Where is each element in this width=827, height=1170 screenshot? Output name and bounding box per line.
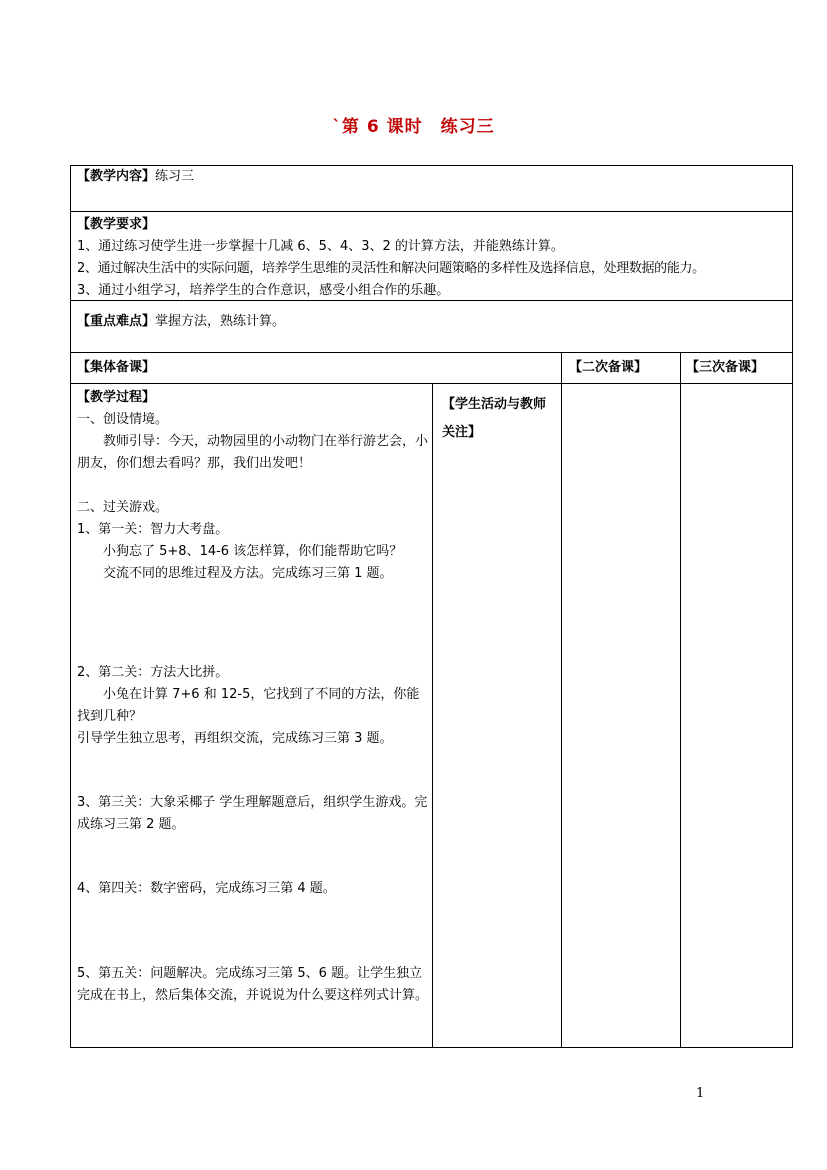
level-5-text: 5、第五关：问题解决。完成练习三第 5、6 题。让学生独立完成在书上，然后集体交流，并说说为什么要这样列式计算。 [77, 966, 429, 1003]
page-title: `第 6 课时 练习三 [332, 117, 495, 137]
section-2-title: 二、过关游戏。 [77, 500, 169, 515]
spacer [77, 750, 429, 772]
level-2-text: 引导学生独立思考，再组织交流，完成练习三第 3 题。 [77, 731, 393, 746]
level-2-text: 小兔在计算 7+6 和 12-5，它找到了不同的方法，你能找到几种？ [77, 687, 420, 724]
process-cell [77, 387, 429, 1007]
spacer [77, 772, 429, 792]
level-1-text: 交流不同的思维过程及方法。完成练习三第 1 题。 [103, 566, 393, 581]
lesson-plan-table [70, 165, 793, 1048]
level-1-text: 小狗忘了 5+8、14-6 该怎样算，你们能帮助它吗？ [103, 544, 403, 559]
level-2-title: 2、第二关：方法大比拼。 [77, 665, 229, 680]
content-value: 练习三 [155, 169, 195, 184]
spacer [77, 900, 429, 922]
requirement-item: 2、通过解决生活中的实际问题，培养学生思维的灵活性和解决问题策略的多样性及选择信息，处理数据的能力。 [77, 261, 705, 276]
content-label: 【教学内容】 [77, 169, 156, 184]
border-left [70, 165, 71, 1048]
border-col-third [680, 352, 681, 1048]
spacer [77, 858, 429, 878]
spacer [77, 607, 429, 629]
level-4-text: 4、第四关：数字密码，完成练习三第 4 题。 [77, 881, 336, 896]
level-1-title: 1、第一关：智力大考盘。 [77, 522, 229, 537]
border-col-second [561, 352, 562, 1048]
requirements-heading: 【教学要求】 [77, 217, 156, 232]
spacer [77, 836, 429, 858]
requirement-item: 3、通过小组学习，培养学生的合作意识，感受小组合作的乐趣。 [77, 283, 450, 298]
spacer [77, 585, 429, 607]
notes-cell [442, 391, 556, 447]
content-line [77, 166, 785, 188]
section-1-text: 教师引导：今天，动物园里的小动物门在举行游艺会，小朋友，你们想去看吗？那，我们出发吧！ [77, 434, 429, 471]
notes-heading: 【学生活动与教师关注】 [442, 397, 547, 440]
second-header: 【二次备课】 [569, 360, 648, 375]
spacer [77, 475, 429, 497]
section-1-title: 一、创设情境。 [77, 412, 169, 427]
level-3-text: 3、第三关：大象采椰子 学生理解题意后，组织学生游戏。完成练习三第 2 题。 [77, 795, 428, 832]
process-heading: 【教学过程】 [77, 390, 156, 405]
spacer [77, 651, 429, 662]
border-col-notes [432, 383, 433, 1048]
page-number: 1 [696, 1086, 705, 1101]
content-cell [77, 166, 785, 188]
key-points-value: 掌握方法，熟练计算。 [155, 314, 286, 329]
key-points-cell [77, 311, 785, 333]
spacer [77, 629, 429, 651]
collective-header: 【集体备课】 [77, 360, 156, 375]
border-row1 [70, 211, 793, 212]
requirement-item: 1、通过练习使学生进一步掌握十几减 6、5、4、3、2 的计算方法，并能熟练计算。 [77, 239, 564, 254]
spacer [77, 944, 429, 963]
border-row3 [70, 352, 793, 353]
spacer [77, 922, 429, 944]
key-points-label: 【重点难点】 [77, 314, 156, 329]
border-right [792, 165, 793, 1048]
key-points-line [77, 311, 785, 333]
requirements-cell [77, 214, 791, 302]
third-header: 【三次备课】 [686, 360, 765, 375]
